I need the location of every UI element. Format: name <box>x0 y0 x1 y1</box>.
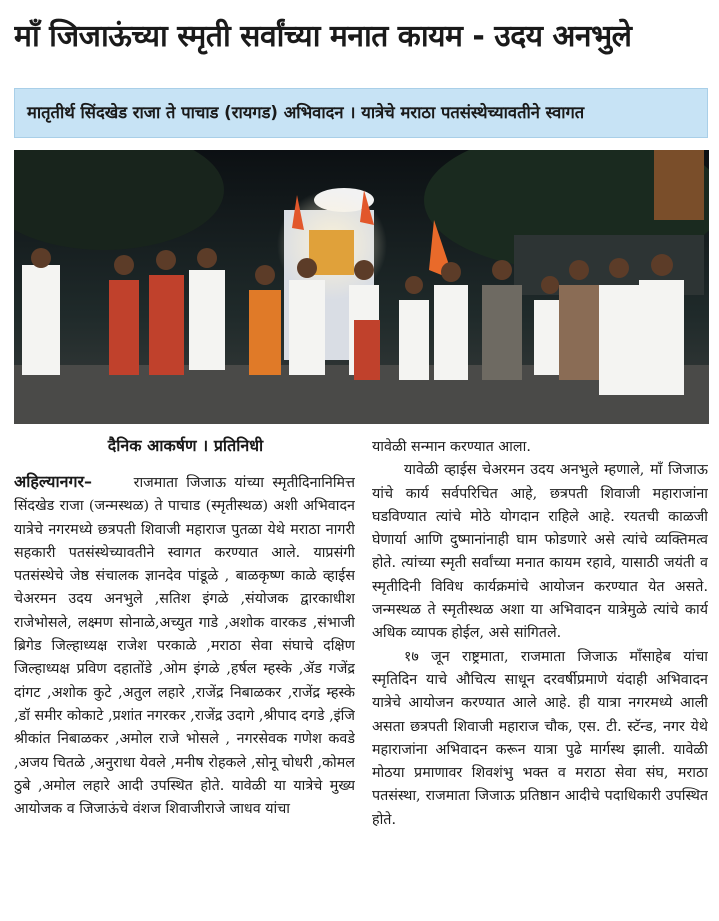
article-paragraph: यावेळी व्हाईस चेअरमन उदय अनभुले म्हणाले, माँ जिजाऊ यांचे कार्य सर्वपरिचित आहे, छत्रपती शिवाजी महाराजांना घडविण्यात त्यांचे मोठे योगदान राहिले आहे. रयतची काळजी घेणार्या आणि दुष्मानांनाही घाम फोडणारे असे त्यांचे व्यक्तिमत्व होते. त्यांच्या स्मृती सर्वांच्या मनात कायम रहावे, यासाठी जयंती व स्मृतीदिनी विविध कार्यक्रमांचे आयोजन करण्यात येत असते. जन्मस्थळ ते स्मृतीस्थळ अशा या अभिवादन यात्रेमुळे त्यांचे कार्य अधिक व्यापक होईल, असे सांगितले. <box>372 462 708 642</box>
article-paragraph: १७ जून राष्ट्रमाता, राजमाता जिजाऊ माँसाहेब यांचा स्मृतिदिन याचे औचित्य साधून दरवर्षीप्रमाणे यंदाही अभिवादन यात्रेचे आयोजन करण्यात आले आहे. ही यात्रा नगरमध्ये आली असता छत्रपती शिवाजी महाराज चौक, एस. टी. स्टॅन्ड, नगर येथे महाराजांना अभिवादन करून यात्रा पुढे मार्गस्थ झाली. यावेळी मोठया प्रमाणावर शिवशंभु भक्त व मराठा सेवा संघ, मराठा पतसंस्था, राजमाता जिजाऊ प्रतिष्ठान आदीचे पदाधिकारी उपस्थित होते. <box>372 648 708 828</box>
article-paragraph: यावेळी सन्मान करण्यात आला. <box>372 439 531 455</box>
article-byline: दैनिक आकर्षण । प्रतिनिधी <box>107 436 264 455</box>
article-column-right <box>372 436 708 916</box>
news-photo <box>14 150 709 424</box>
article-dateline: अहिल्यानगर– <box>14 472 93 491</box>
article-subheadline: मातृतीर्थ सिंदखेड राजा ते पाचाड (रायगड) अभिवादन । यात्रेचे मराठा पतसंस्थेच्यावतीने स्वागत <box>14 88 708 138</box>
article-headline: माँ जिजाऊंच्या स्मृती सर्वांच्या मनात कायम - उदय अनभुले <box>14 19 632 54</box>
article-paragraph: राजमाता जिजाऊ यांच्या स्मृतीदिनानिमित्त सिंदखेड राजा (जन्मस्थळ) ते पाचाड (स्मृतीस्थळ) अशी अभिवादन यात्रेचे नगरमध्ये छत्रपती शिवाजी महाराज पुतळा येथे मराठा नागरी सहकारी पतसंस्थेच्यावतीने स्वागत करण्यात आले. याप्रसंगी पतसंस्थेचे जेष्ठ संचालक ज्ञानदेव पांडूळे , बाळकृष्ण काळे व्हाईस चेअरमन उदय अनभुले ,सतिश इंगळे ,संयोजक द्वारकाधीश राजेभोसले, लक्ष्मण सोनाळे,अच्युत गाडे ,अशोक वारकड ,संभाजी ब्रिगेड जिल्हाध्यक्ष राजेश परकाळे ,मराठा सेवा संघाचे दक्षिण जिल्हाध्यक्ष प्रविण दहातोंडे ,ओम इंगळे ,हर्षल म्हस्के ,ॲड गजेंद्र दांगट ,अशोक कुटे ,अतुल लहारे ,राजेंद्र निबाळकर ,राजेंद्र म्हस्के ,डॉ समीर कोकाटे ,प्रशांत नगरकर ,राजेंद्र उदागे ,श्रीपाद दगडे ,इंजि श्रीकांत निबाळकर ,अमोल राजे भोसले , नगरसेवक गणेश कवडे ,अजय चितळे ,अनुराधा येवले ,मनीष रोहकले ,सोनू चोधरी ,कोमल ठुबे ,अमोल लहारे आदी उपस्थित होते. यावेळी या यात्रेचे मुख्य आयोजक व जिजाऊंचे वंशज शिवाजीराजे जाधव यांचा <box>14 475 355 818</box>
article-column-left <box>14 470 355 920</box>
